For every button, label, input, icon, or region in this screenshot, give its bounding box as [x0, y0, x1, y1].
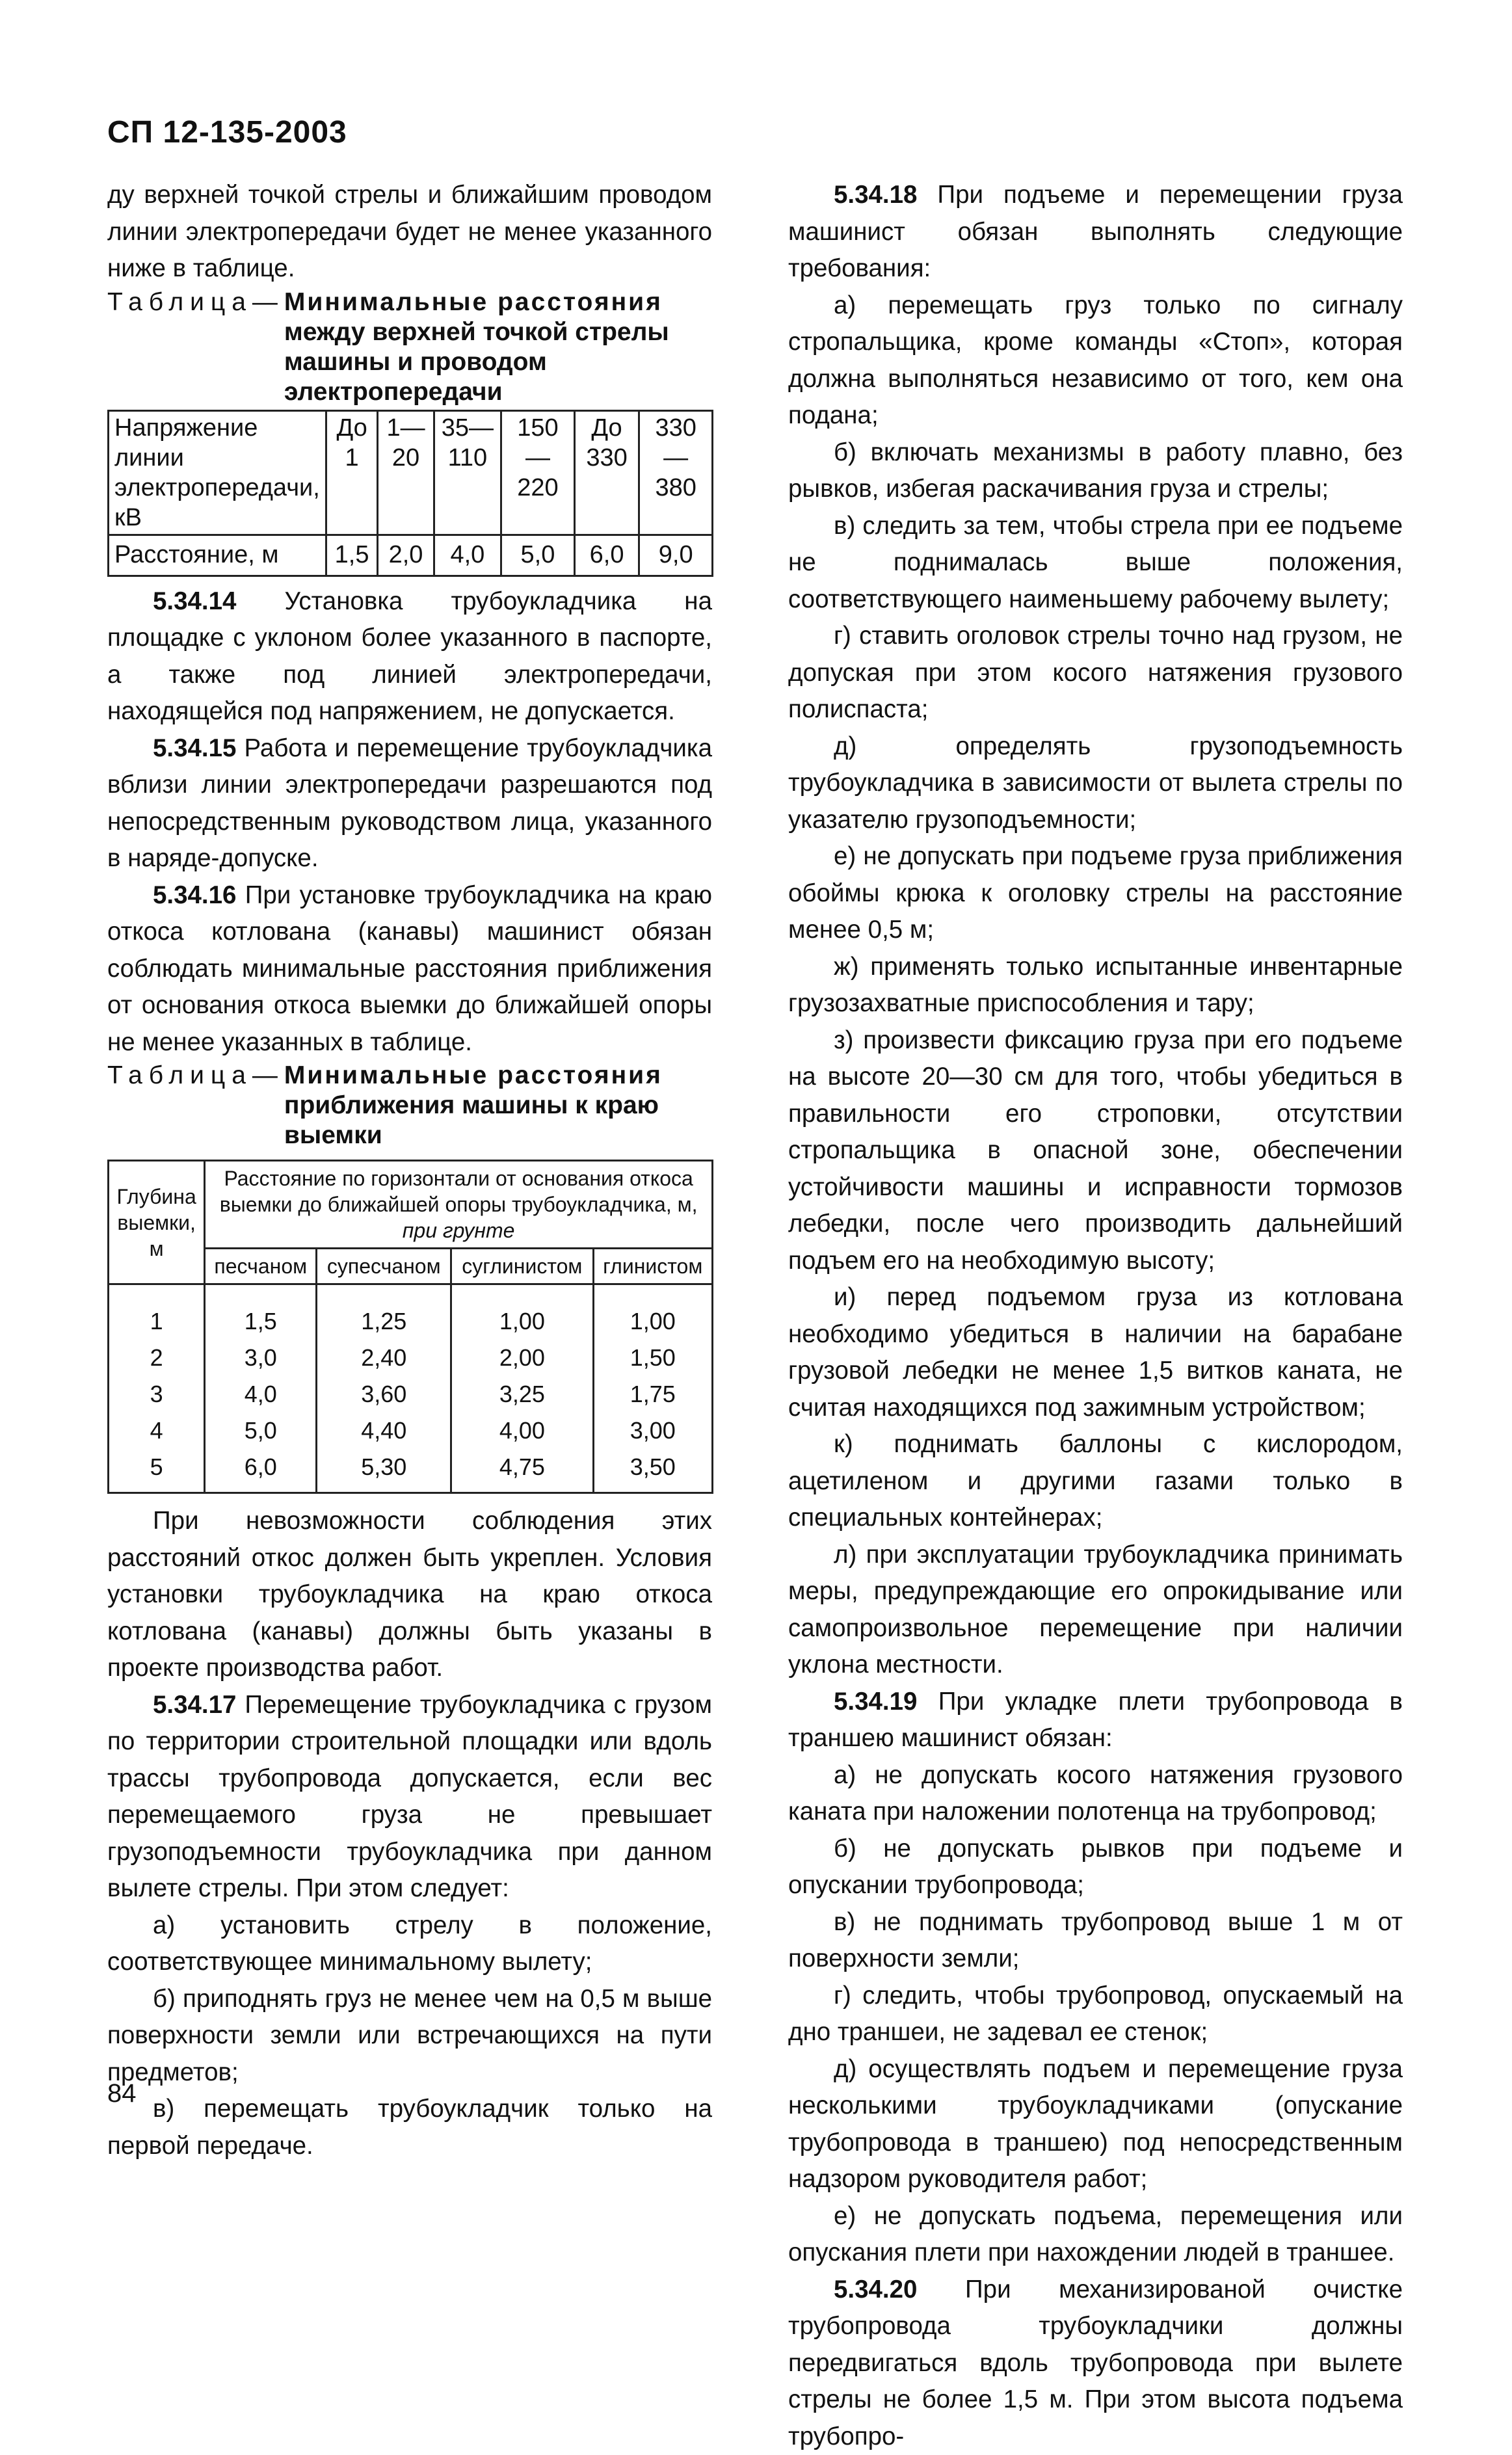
table1-cell: 6,0 — [574, 535, 639, 576]
table1-caption-title-a: Минимальные расстояния — [284, 288, 663, 316]
table-excavation-distances — [107, 1160, 713, 1494]
table1-cell: 4,0 — [434, 535, 501, 576]
table1-cell: 2,0 — [378, 535, 434, 576]
list-item: д) определять грузоподъемность трубоукладчика в зависимости от вылета стрелы по указателю грузоподъемности; — [788, 728, 1403, 839]
table1-cell: До 330 — [574, 410, 639, 535]
paragraph-5-34-14: 5.34.14 Установка трубоукладчика на площадке с уклоном более указанного в паспорте, а также под линией электропередачи, находящейся под напряжением, не допускается. — [107, 583, 712, 730]
clause-number: 5.34.18 — [834, 181, 917, 209]
clause-number: 5.34.16 — [153, 881, 236, 909]
list-item: д) осуществлять подъем и перемещение груза несколькими трубоукладчиками (опускание трубопровода в траншею) под непосредственным надзором руководителя работ; — [788, 2051, 1403, 2198]
paragraph-after-table2: При невозможности соблюдения этих расстояний откос должен быть укреплен. Условия установки трубоукладчика на краю откоса котлована (канавы) должны быть указаны в проекте производства работ. — [107, 1503, 712, 1687]
paragraph-5-34-17: 5.34.17 Перемещение трубоукладчика с грузом по территории строительной площадки или вдоль трассы трубопровода допускается, если вес перемещаемого груза не превышает грузоподъемности трубоукладчика при данном вылете стрелы. При этом следует: — [107, 1687, 712, 1907]
table2-subcol: глинистом — [593, 1249, 712, 1284]
list-item: ж) применять только испытанные инвентарные грузозахватные приспособления и тару; — [788, 949, 1403, 1022]
table2-subcol: суглинистом — [451, 1249, 593, 1284]
table1-row2-header: Расстояние, м — [109, 535, 326, 576]
table1-caption-title-b: между верхней точкой стрелы машины и проводом электропередачи — [284, 318, 669, 406]
list-item: б) приподнять груз не менее чем на 0,5 м выше поверхности земли или встречающихся на пути предметов; — [107, 1981, 712, 2091]
clause-number: 5.34.15 — [153, 734, 236, 762]
table2-caption-title-b: приближения машины к краю выемки — [284, 1091, 659, 1149]
table2-caption-label: Таблица— — [107, 1061, 284, 1150]
clause-number: 5.34.17 — [153, 1691, 236, 1719]
table1-cell: 5,0 — [501, 535, 575, 576]
list-item: л) при эксплуатации трубоукладчика принимать меры, предупреждающие его опрокидывание или самопроизвольное перемещение при наличии уклона местности. — [788, 1537, 1403, 1684]
table-row: 3 4,0 3,60 3,25 1,75 — [109, 1376, 713, 1413]
list-item: и) перед подъемом груза из котлована необходимо убедиться в наличии на барабане грузовой лебедки не менее 1,5 витков каната, не считая находящихся под зажимным устройством; — [788, 1279, 1403, 1426]
list-item: г) следить, чтобы трубопровод, опускаемый на дно траншеи, не задевал ее стенок; — [788, 1978, 1403, 2051]
table1-cell: 1,5 — [326, 535, 378, 576]
paragraph-5-34-15: 5.34.15 Работа и перемещение трубоукладчика вблизи линии электропередачи разрешаются под непосредственным руководством лица, указанного в наряде-допуске. — [107, 730, 712, 877]
table1-cell: 1—20 — [378, 410, 434, 535]
table2-caption-title-a: Минимальные расстояния — [284, 1061, 663, 1089]
table1-cell: До 1 — [326, 410, 378, 535]
table1-cell: 150—220 — [501, 410, 575, 535]
table-row: 2 3,0 2,40 2,00 1,50 — [109, 1340, 713, 1376]
paragraph-5-34-19: 5.34.19 При укладке плети трубопровода в траншею машинист обязан: — [788, 1684, 1403, 1757]
document-header-code: СП 12-135-2003 — [107, 114, 347, 150]
list-item: к) поднимать баллоны с кислородом, ацетиленом и другими газами только в специальных контейнерах; — [788, 1426, 1403, 1537]
table2-col-depth: Глубина выемки, м — [109, 1161, 205, 1284]
table-row: 5 6,0 5,30 4,75 3,50 — [109, 1449, 713, 1493]
list-item: б) не допускать рывков при подъеме и опускании трубопровода; — [788, 1831, 1403, 1904]
table1-row1-header: Напряжение линии электропередачи, кВ — [109, 410, 326, 535]
paragraph-intro: ду верхней точкой стрелы и ближайшим проводом линии электропередачи будет не менее указанного ниже в таблице. — [107, 177, 712, 287]
right-column — [788, 177, 1403, 2455]
table2-group-header: Расстояние по горизонтали от основания откоса выемки до ближайшей опоры трубоукладчика, м, при грунте — [205, 1161, 713, 1249]
list-item: е) не допускать подъема, перемещения или опускания плети при нахождении людей в траншее. — [788, 2198, 1403, 2272]
list-item: г) ставить оголовок стрелы точно над грузом, не допуская при этом косого натяжения грузового полиспаста; — [788, 618, 1403, 728]
list-item: а) не допускать косого натяжения грузового каната при наложении полотенца на трубопровод; — [788, 1757, 1403, 1831]
clause-number: 5.34.14 — [153, 587, 236, 615]
list-item: а) установить стрелу в положение, соответствующее минимальному вылету; — [107, 1907, 712, 1981]
list-item: а) перемещать груз только по сигналу стропальщика, кроме команды «Стоп», которая должна выполняться независимо от того, кем она подана; — [788, 287, 1403, 434]
paragraph-5-34-16: 5.34.16 При установке трубоукладчика на краю откоса котлована (канавы) машинист обязан соблюдать минимальные расстояния приближения от основания откоса выемки до ближайшей опоры не менее указанных в таблице. — [107, 877, 712, 1061]
left-column — [107, 177, 712, 2164]
table-row: 4 5,0 4,40 4,00 3,00 — [109, 1413, 713, 1449]
list-item: в) перемещать трубоукладчик только на первой передаче. — [107, 2091, 712, 2164]
table-power-line-distances — [107, 410, 713, 577]
clause-number: 5.34.19 — [834, 1688, 917, 1716]
table2-subcol: супесчаном — [317, 1249, 451, 1284]
table1-cell: 330—380 — [639, 410, 713, 535]
clause-number: 5.34.20 — [834, 2276, 917, 2303]
list-item: з) произвести фиксацию груза при его подъеме на высоте 20—30 см для того, чтобы убедиться в правильности его строповки, отсутствии стропальщика в опасной зоне, обеспечении устойчивости машины и исправности тормозов лебедки, после чего производить дальнейший подъем его на необходимую высоту; — [788, 1022, 1403, 1280]
table1-cell: 35—110 — [434, 410, 501, 535]
list-item: е) не допускать при подъеме груза приближения обоймы крюка к оголовку стрелы на расстояние менее 0,5 м; — [788, 838, 1403, 949]
list-item: в) не поднимать трубопровод выше 1 м от поверхности земли; — [788, 1904, 1403, 1978]
table1-caption-label: Таблица— — [107, 287, 284, 407]
list-item: в) следить за тем, чтобы стрела при ее подъеме не поднималась выше положения, соответствующего наименьшему рабочему вылету; — [788, 508, 1403, 618]
table2-subcol: песчаном — [205, 1249, 317, 1284]
table-row: 1 1,5 1,25 1,00 1,00 — [109, 1284, 713, 1340]
list-item: б) включать механизмы в работу плавно, без рывков, избегая раскачивания груза и стрелы; — [788, 434, 1403, 508]
paragraph-5-34-18: 5.34.18 При подъеме и перемещении груза машинист обязан выполнять следующие требования: — [788, 177, 1403, 287]
paragraph-5-34-20: 5.34.20 При механизированой очистке трубопровода трубоукладчики должны передвигаться вдоль трубопровода при вылете стрелы не более 1,5 м. При этом высота подъема трубопро- — [788, 2272, 1403, 2455]
table1-cell: 9,0 — [639, 535, 713, 576]
table2-caption — [107, 1061, 712, 1150]
table1-caption — [107, 287, 712, 407]
page-number: 84 — [107, 2079, 137, 2108]
